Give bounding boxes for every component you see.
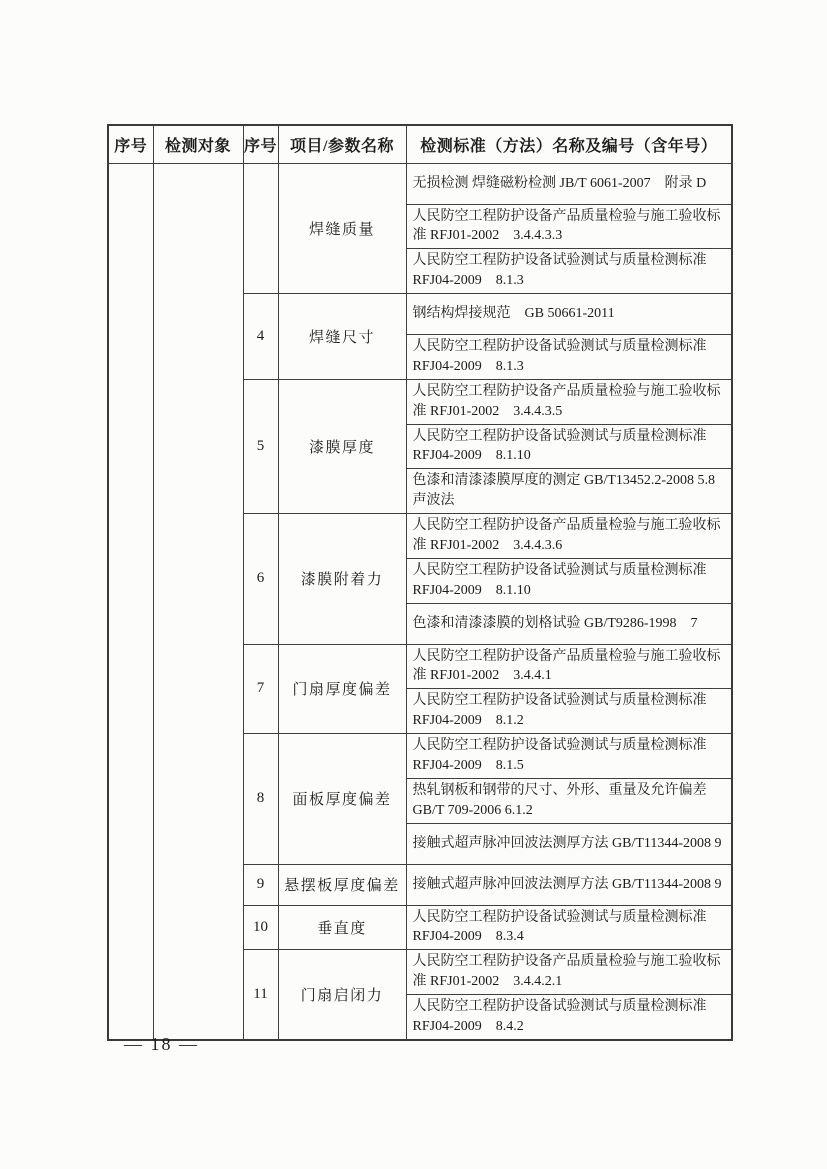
standard-cell: 热轧钢板和钢带的尺寸、外形、重量及允许偏差 GB/T 709-2006 6.1.2 [406, 778, 732, 823]
item-serial-cell: 6 [243, 514, 278, 645]
standard-cell: 人民防空工程防护设备试验测试与质量检测标准 RFJ04-2009 8.1.3 [406, 249, 732, 294]
standard-cell: 人民防空工程防护设备试验测试与质量检测标准 RFJ04-2009 8.1.10 [406, 558, 732, 603]
standard-cell: 钢结构焊接规范 GB 50661-2011 [406, 294, 732, 335]
outer-object-cell [153, 163, 243, 1040]
standard-cell: 人民防空工程防护设备试验测试与质量检测标准 RFJ04-2009 8.1.10 [406, 424, 732, 469]
item-param-name-cell: 门扇启闭力 [278, 950, 406, 1040]
standard-cell: 人民防空工程防护设备产品质量检验与施工验收标准 RFJ01-2002 3.4.4.2.1 [406, 950, 732, 995]
standard-cell: 色漆和清漆漆膜的划格试验 GB/T9286-1998 7 [406, 603, 732, 644]
header-row [108, 125, 732, 163]
item-param-name-cell: 焊缝尺寸 [278, 294, 406, 380]
standard-cell: 色漆和清漆漆膜厚度的测定 GB/T13452.2-2008 5.8 声波法 [406, 469, 732, 514]
column-header-standard: 检测标准（方法）名称及编号（含年号） [406, 125, 732, 163]
item-param-name-cell: 门扇厚度偏差 [278, 644, 406, 734]
item-serial-cell: 10 [243, 905, 278, 950]
item-param-name-cell: 垂直度 [278, 905, 406, 950]
page-number: — 18 — [124, 1034, 199, 1054]
item-serial-cell: 9 [243, 864, 278, 905]
column-header-serial: 序号 [108, 125, 153, 163]
item-param-name-cell: 漆膜附着力 [278, 514, 406, 645]
standard-cell: 人民防空工程防护设备试验测试与质量检测标准 RFJ04-2009 8.1.5 [406, 734, 732, 779]
standard-cell: 人民防空工程防护设备产品质量检验与施工验收标准 RFJ01-2002 3.4.4.3.6 [406, 514, 732, 559]
item-serial-cell: 8 [243, 734, 278, 865]
item-param-name-cell: 悬摆板厚度偏差 [278, 864, 406, 905]
table-row [108, 163, 732, 204]
item-serial-cell: 5 [243, 379, 278, 513]
table-body [108, 163, 732, 1040]
outer-serial-cell [108, 163, 153, 1040]
standard-cell: 人民防空工程防护设备产品质量检验与施工验收标准 RFJ01-2002 3.4.4.3.5 [406, 379, 732, 424]
standard-cell: 人民防空工程防护设备试验测试与质量检测标准 RFJ04-2009 8.3.4 [406, 905, 732, 950]
inspection-standards-table [107, 124, 733, 1041]
item-param-name-cell: 漆膜厚度 [278, 379, 406, 513]
standard-cell: 接触式超声脉冲回波法测厚方法 GB/T11344-2008 9 [406, 823, 732, 864]
standard-cell: 人民防空工程防护设备产品质量检验与施工验收标准 RFJ01-2002 3.4.4.1 [406, 644, 732, 689]
item-param-name-cell: 面板厚度偏差 [278, 734, 406, 865]
column-header-item-serial: 序号 [243, 125, 278, 163]
standard-cell: 人民防空工程防护设备产品质量检验与施工验收标准 RFJ01-2002 3.4.4.3.3 [406, 204, 732, 249]
column-header-object: 检测对象 [153, 125, 243, 163]
item-serial-cell [243, 163, 278, 294]
column-header-param-name: 项目/参数名称 [278, 125, 406, 163]
item-param-name-cell: 焊缝质量 [278, 163, 406, 294]
item-serial-cell: 4 [243, 294, 278, 380]
standard-cell: 无损检测 焊缝磁粉检测 JB/T 6061-2007 附录 D [406, 163, 732, 204]
standard-cell: 人民防空工程防护设备试验测试与质量检测标准 RFJ04-2009 8.1.3 [406, 335, 732, 380]
standard-cell: 人民防空工程防护设备试验测试与质量检测标准 RFJ04-2009 8.4.2 [406, 995, 732, 1040]
item-serial-cell: 7 [243, 644, 278, 734]
standard-cell: 接触式超声脉冲回波法测厚方法 GB/T11344-2008 9 [406, 864, 732, 905]
standard-cell: 人民防空工程防护设备试验测试与质量检测标准 RFJ04-2009 8.1.2 [406, 689, 732, 734]
item-serial-cell: 11 [243, 950, 278, 1040]
